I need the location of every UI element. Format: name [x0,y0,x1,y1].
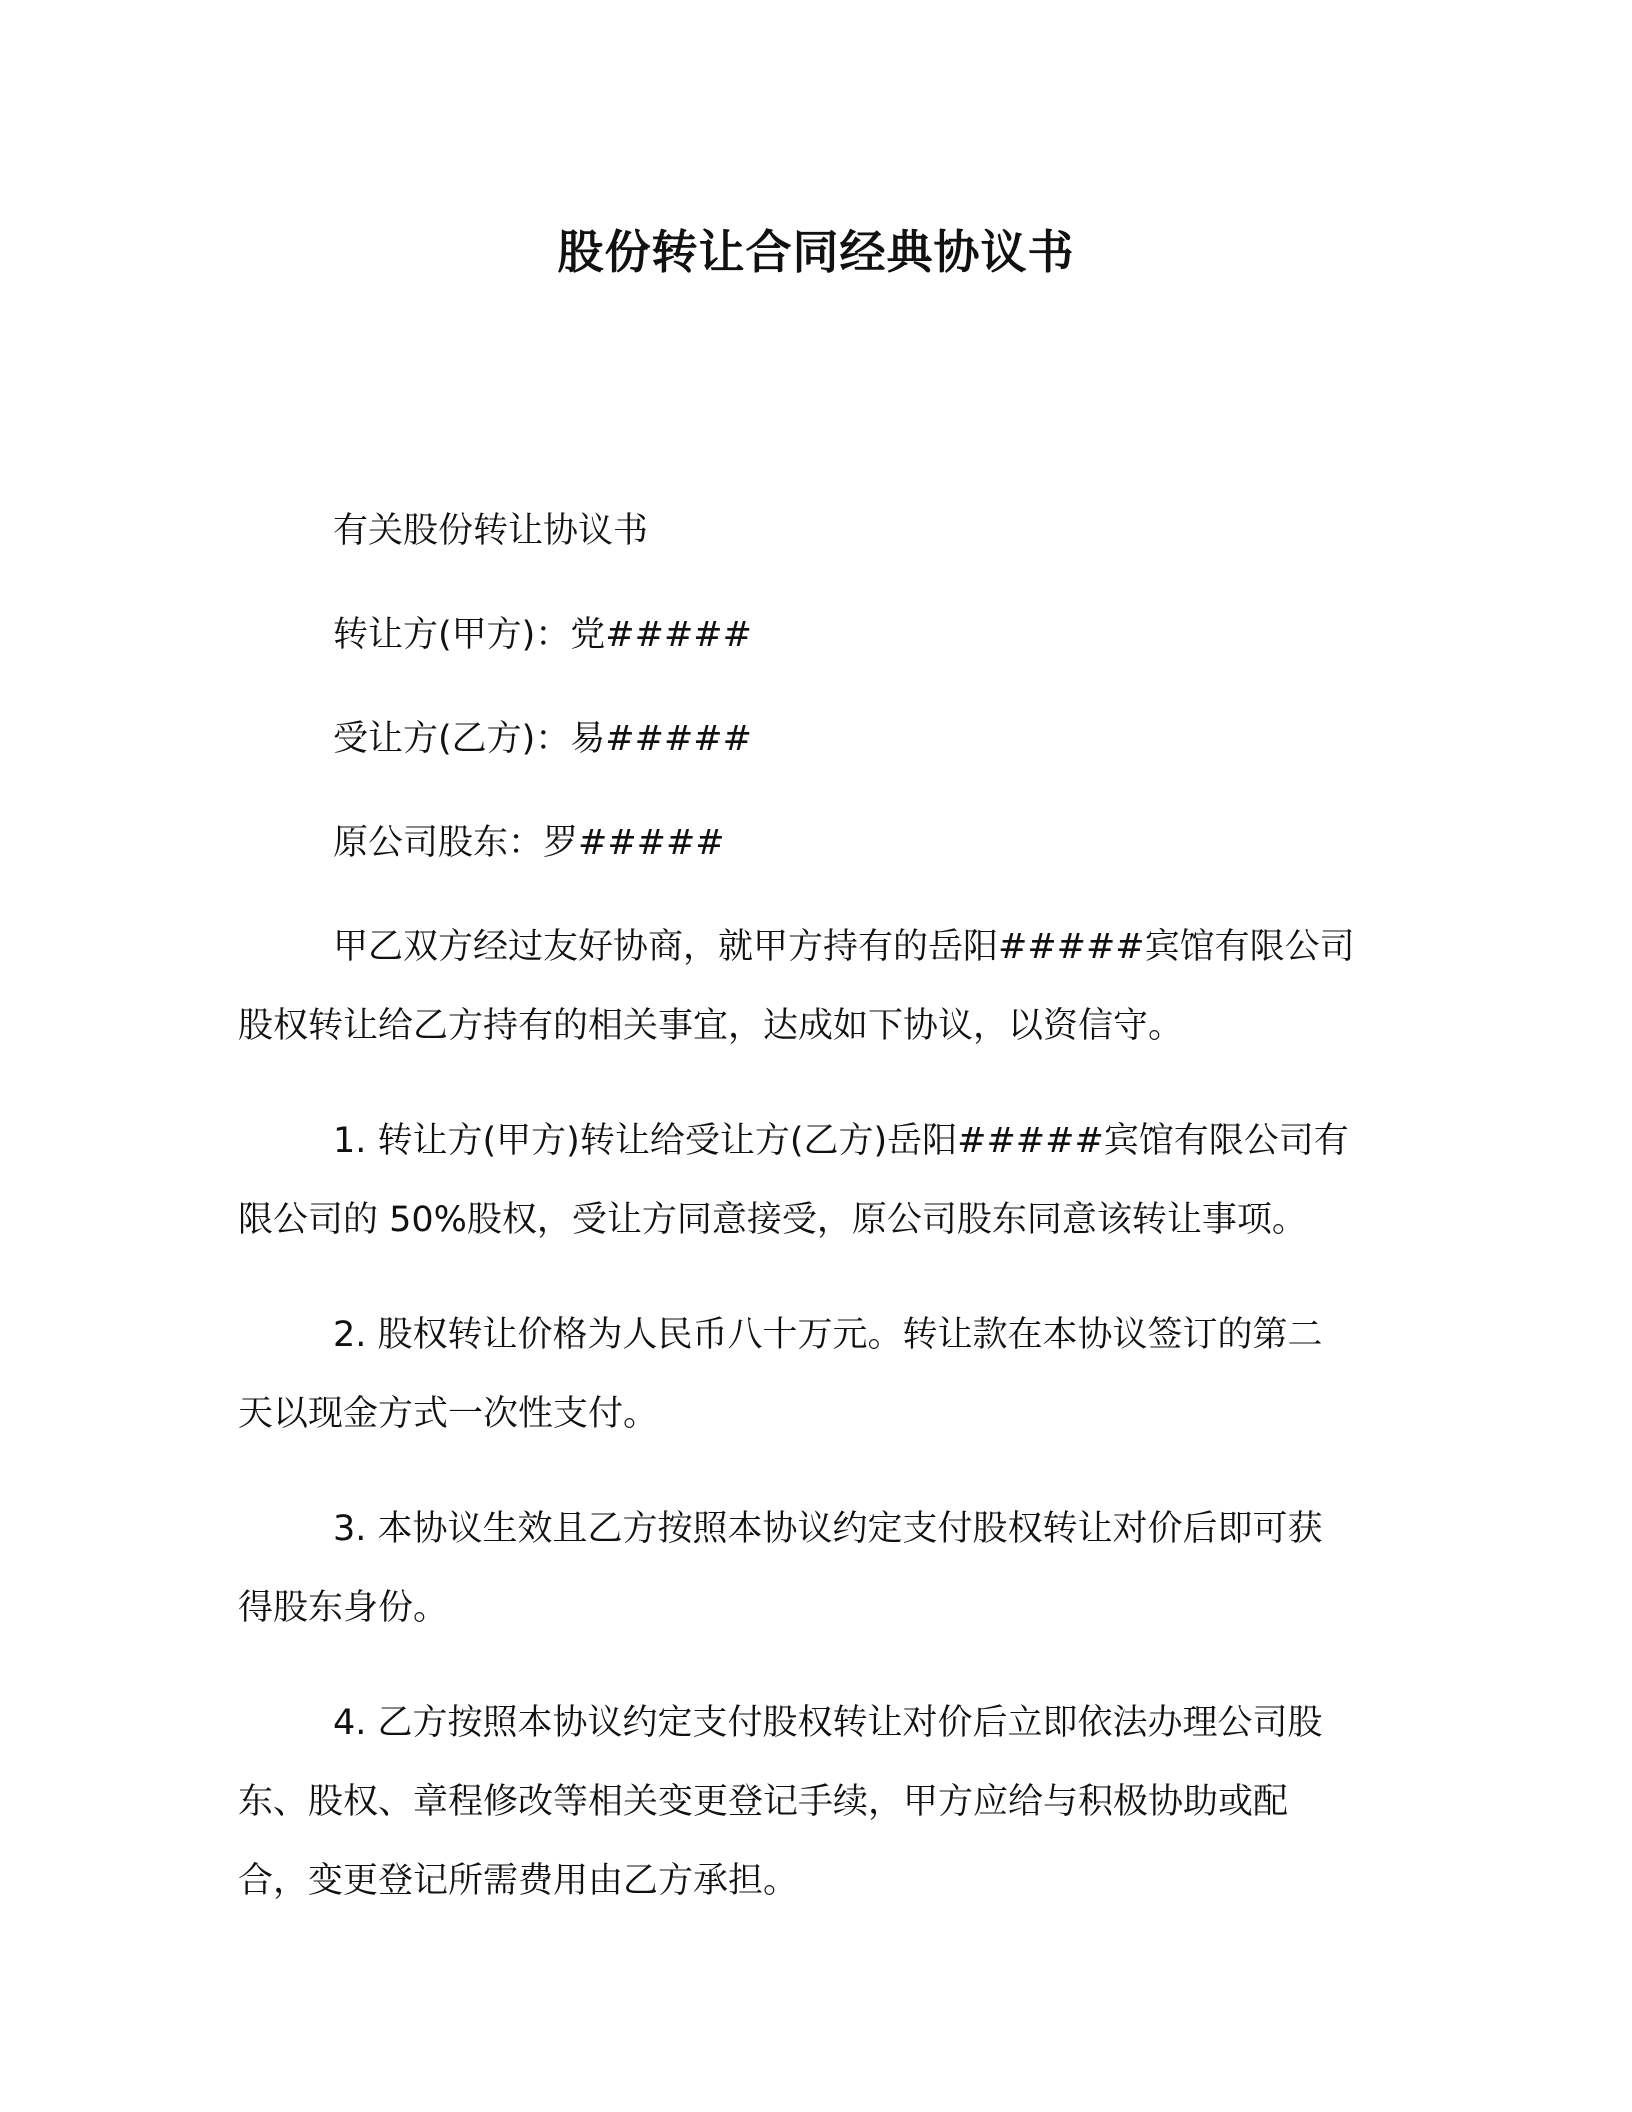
clause-line: 得股东身份。 [238,1588,449,1628]
clause-line: 3. 本协议生效且乙方按照本协议约定支付股权转让对价后即可获 [333,1509,1323,1549]
clause-line: 天以现金方式一次性支付。 [238,1394,659,1434]
clause-line: 1. 转让方(甲方)转让给受让方(乙方)岳阳#####宾馆有限公司有 [333,1121,1349,1161]
clause-line: 东、股权、章程修改等相关变更登记手续，甲方应给与积极协助或配 [238,1782,1289,1822]
clause-line: 限公司的 50%股权，受让方同意接受，原公司股东同意该转让事项。 [238,1200,1307,1240]
document-title: 股份转让合同经典协议书 [557,225,1075,279]
preamble-line: 股权转让给乙方持有的相关事宜，达成如下协议，以资信守。 [238,1006,1184,1046]
original-shareholder: 原公司股东：罗##### [333,823,725,863]
preamble-paragraph [238,908,1394,1066]
clause-line: 合，变更登记所需费用由乙方承担。 [238,1861,799,1901]
transferor-party: 转让方(甲方)：党##### [333,615,752,655]
transferee-party: 受让方(乙方)：易##### [333,719,752,759]
clause-line: 4. 乙方按照本协议约定支付股权转让对价后立即依法办理公司股 [333,1703,1323,1743]
clause-4 [238,1684,1394,1921]
document-body [238,492,1394,1921]
preamble-line: 甲乙双方经过友好协商，就甲方持有的岳阳#####宾馆有限公司 [333,927,1355,967]
clause-1 [238,1102,1394,1260]
agreement-subtitle: 有关股份转让协议书 [333,511,649,551]
clause-3 [238,1490,1394,1648]
clause-2 [238,1296,1394,1454]
clause-line: 2. 股权转让价格为人民币八十万元。转让款在本协议签订的第二 [333,1315,1323,1355]
